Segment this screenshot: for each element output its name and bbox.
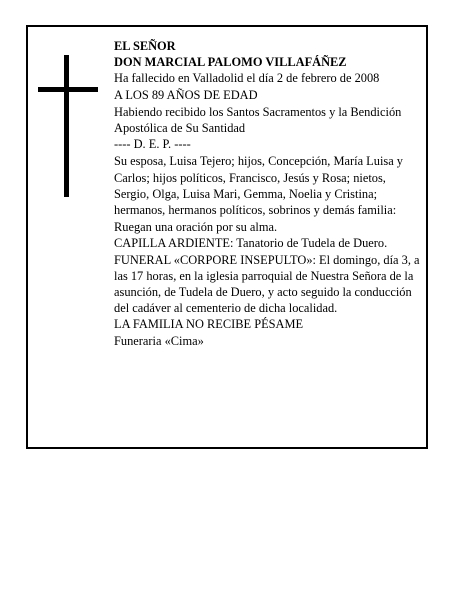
prayer-request: Ruegan una oración por su alma. [114, 220, 278, 235]
family-list: Su esposa, Luisa Tejero; hijos, Concepción, María Luisa y Carlos; hijos políticos, Francisco, Jesús y Rosa; nietos, Sergio, Olga, Luisa Mari, Gemma, Noelia y Cristina; hermanos, hermanos políticos, sobrinos y demás familia: [114, 154, 403, 218]
condolences-note: LA FAMILIA NO RECIBE PÉSAME [114, 317, 304, 332]
age-line: A LOS 89 AÑOS DE EDAD [114, 87, 258, 102]
obituary-title: EL SEÑOR [114, 39, 176, 53]
cross-vertical-bar [64, 55, 69, 197]
funeral-home: Funeraria «Cima» [114, 333, 204, 348]
deceased-name: DON MARCIAL PALOMO VILLAFÁÑEZ [114, 55, 347, 70]
chapel-info: CAPILLA ARDIENTE: Tanatorio de Tudela de Duero. [114, 236, 388, 251]
cross-icon [38, 55, 98, 197]
sacraments-line: Habiendo recibido los Santos Sacramentos y la Bendición Apostólica de Su Santidad [114, 104, 402, 136]
rip-line: ---- D. E. P. ---- [114, 137, 191, 152]
cross-horizontal-bar [38, 87, 98, 92]
funeral-info: FUNERAL «CORPORE INSEPULTO»: El domingo, día 3, a las 17 horas, en la iglesia parroquial de Nuestra Señora de la asunción, de Tudela de Duero, y acto seguido la conducción del cadáver al cementerio de dicha localidad. [114, 252, 420, 316]
obituary-text [114, 38, 420, 349]
death-info: Ha fallecido en Valladolid el día 2 de febrero de 2008 [114, 71, 380, 86]
